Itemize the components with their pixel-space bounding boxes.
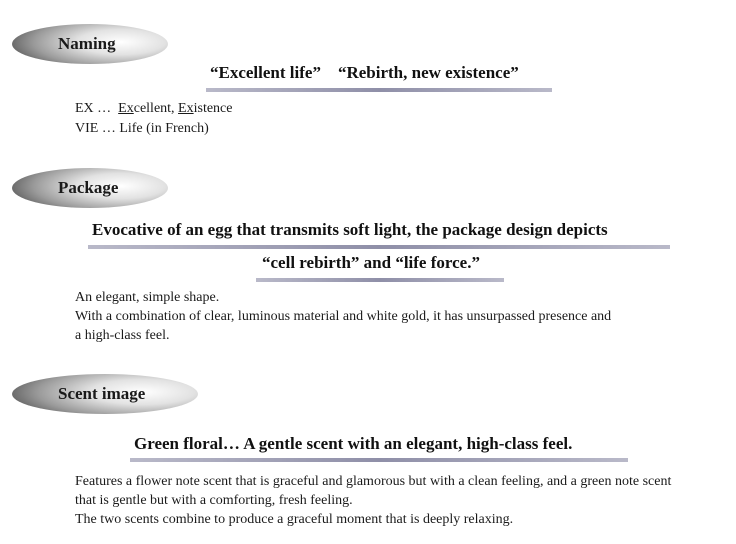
- package-badge: [12, 168, 168, 208]
- ex-rest-1: cellent,: [133, 101, 179, 116]
- naming-headline-right: “Rebirth, new existence”: [337, 63, 519, 82]
- scent-badge: [12, 374, 198, 414]
- scent-headline-rule: [130, 458, 628, 462]
- ex-underlined-2: Ex: [178, 101, 194, 116]
- ex-rest-2: istence: [193, 101, 233, 116]
- scent-headline: Green floral… A gentle scent with an elegant, high-class feel.: [134, 434, 573, 453]
- naming-ex-line: [75, 101, 232, 117]
- package-headline-rule-1: [88, 245, 670, 249]
- package-headline-rule-2: [256, 278, 504, 282]
- naming-badge-label: Naming: [58, 34, 116, 53]
- scent-body-line-2: that is gentle but with a comforting, fresh feeling.: [75, 493, 353, 508]
- ex-prefix: EX …: [75, 101, 112, 116]
- package-headline-line2: “cell rebirth” and “life force.”: [262, 253, 480, 272]
- naming-headline-rule: [206, 88, 552, 92]
- naming-badge: [12, 24, 168, 64]
- scent-badge-label: Scent image: [58, 384, 146, 403]
- package-headline-line1: Evocative of an egg that transmits soft light, the package design depicts: [92, 220, 608, 239]
- package-body-line-3: a high-class feel.: [75, 328, 170, 343]
- package-badge-label: Package: [58, 178, 119, 197]
- scent-body-line-3: The two scents combine to produce a graceful moment that is deeply relaxing.: [75, 512, 514, 527]
- naming-headline: [210, 63, 519, 83]
- naming-headline-left: “Excellent life”: [210, 63, 321, 82]
- package-body-line-2: With a combination of clear, luminous material and white gold, it has unsurpassed presence and: [75, 309, 612, 324]
- package-body-line-1: An elegant, simple shape.: [75, 290, 220, 305]
- ex-underlined-1: Ex: [118, 101, 134, 116]
- scent-body-line-1: Features a flower note scent that is graceful and glamorous but with a clean feeling, and a green note scent: [75, 474, 672, 489]
- naming-vie-line: VIE … Life (in French): [75, 121, 209, 136]
